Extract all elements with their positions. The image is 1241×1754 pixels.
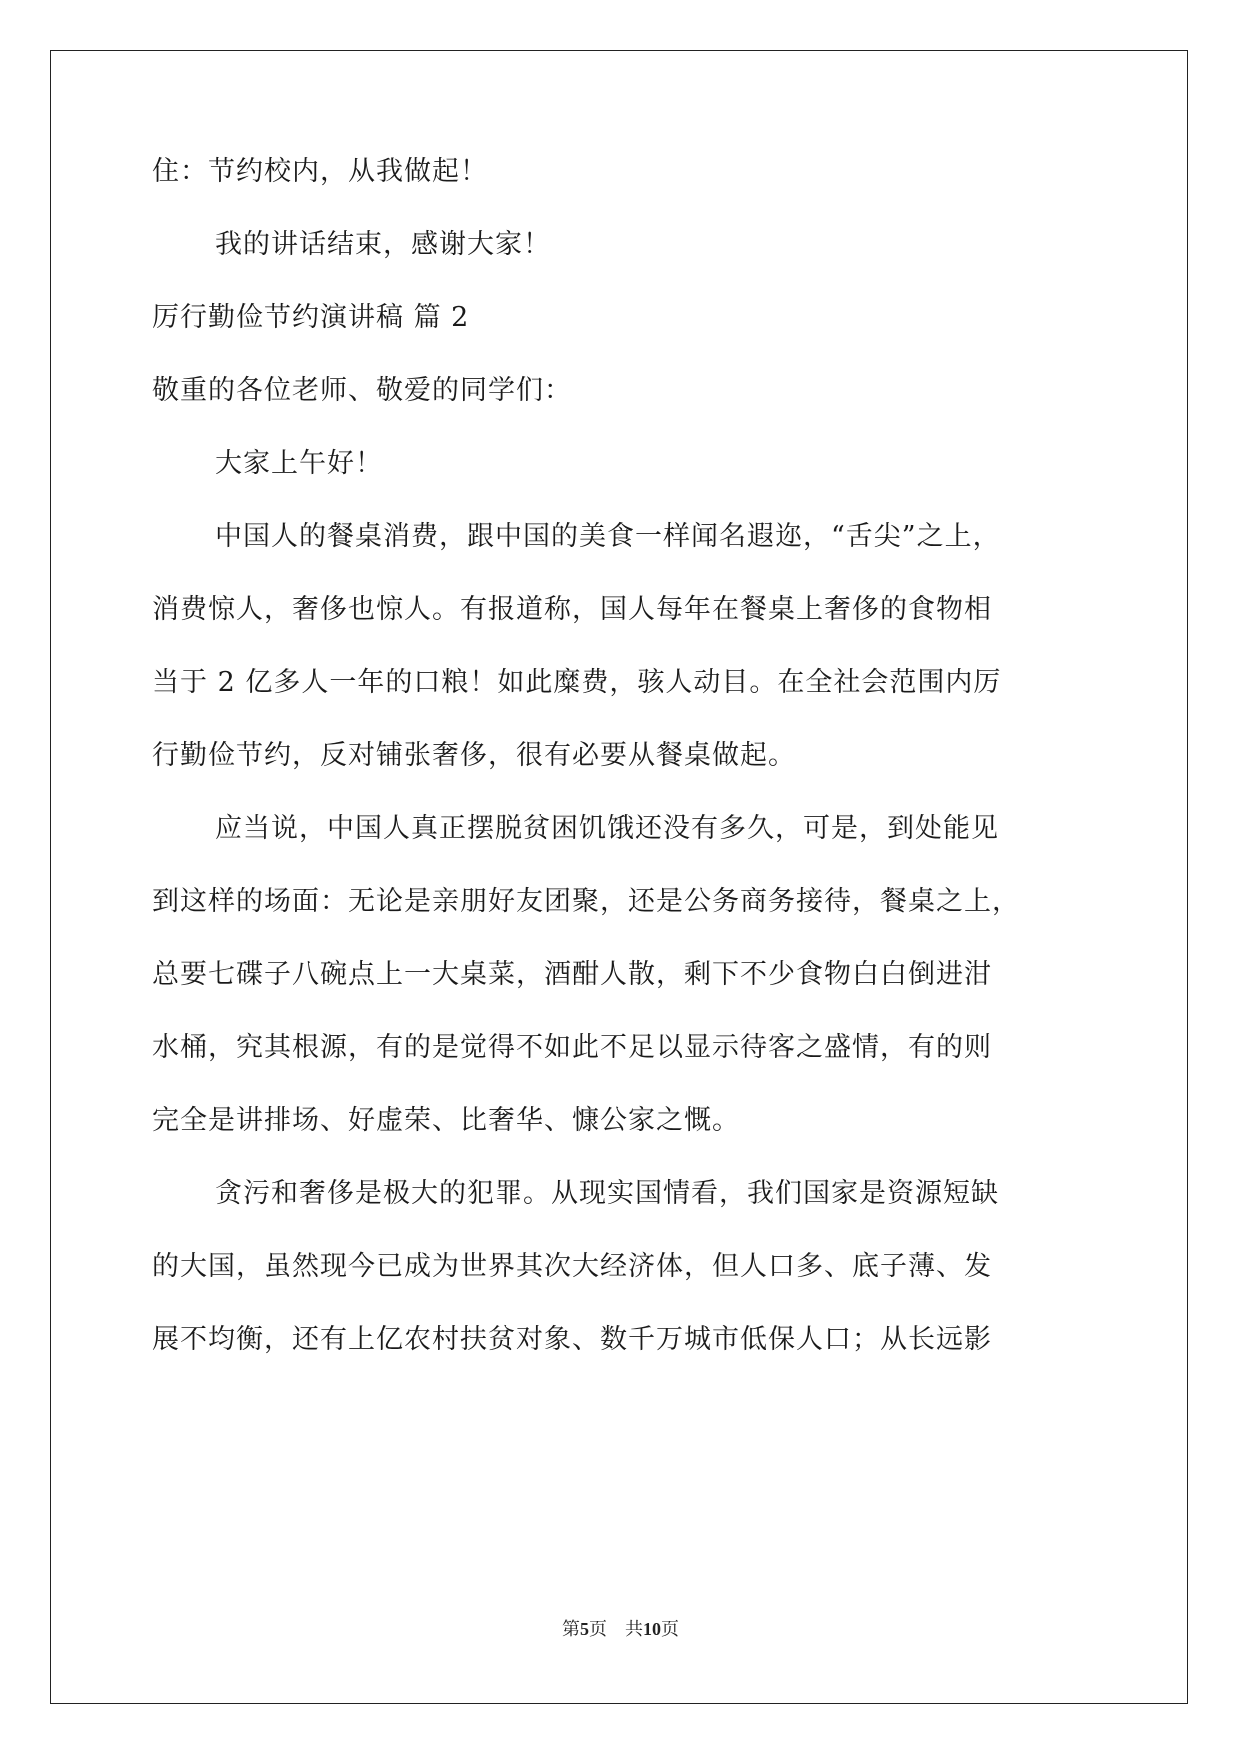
text-line: 水桶，究其根源，有的是觉得不如此不足以显示待客之盛情，有的则 xyxy=(152,1032,992,1063)
text-line: 应当说，中国人真正摆脱贫困饥饿还没有多久，可是，到处能见 xyxy=(215,813,999,844)
text-line: 的大国，虽然现今已成为世界其次大经济体，但人口多、底子薄、发 xyxy=(152,1251,992,1282)
text-line: 贪污和奢侈是极大的犯罪。从现实国情看，我们国家是资源短缺 xyxy=(215,1178,999,1209)
text-line: 到这样的场面：无论是亲朋好友团聚，还是公务商务接待，餐桌之上， xyxy=(152,886,1020,917)
footer-suffix: 页 xyxy=(661,1619,679,1640)
footer-prefix: 第 xyxy=(562,1619,580,1640)
page-footer xyxy=(0,1617,1241,1642)
section-heading: 厉行勤俭节约演讲稿 篇 2 xyxy=(152,302,470,333)
footer-middle: 页 共 xyxy=(589,1619,643,1640)
text-line: 总要七碟子八碗点上一大桌菜，酒酣人散，剩下不少食物白白倒进泔 xyxy=(152,959,992,990)
total-page-number: 10 xyxy=(643,1619,661,1639)
text-line: 住：节约校内，从我做起！ xyxy=(152,156,488,187)
salutation: 敬重的各位老师、敬爱的同学们： xyxy=(152,375,572,406)
text-line: 行勤俭节约，反对铺张奢侈，很有必要从餐桌做起。 xyxy=(152,740,796,771)
text-line: 当于 2 亿多人一年的口粮！如此糜费，骇人动目。在全社会范围内厉 xyxy=(152,667,1002,698)
text-line: 中国人的餐桌消费，跟中国的美食一样闻名遐迩，“舌尖”之上， xyxy=(215,521,1001,552)
text-line: 我的讲话结束，感谢大家！ xyxy=(215,229,551,260)
current-page-number: 5 xyxy=(580,1619,589,1639)
text-line: 展不均衡，还有上亿农村扶贫对象、数千万城市低保人口；从长远影 xyxy=(152,1324,992,1355)
greeting: 大家上午好！ xyxy=(215,448,383,479)
text-line: 完全是讲排场、好虚荣、比奢华、慷公家之慨。 xyxy=(152,1105,740,1136)
text-line: 消费惊人，奢侈也惊人。有报道称，国人每年在餐桌上奢侈的食物相 xyxy=(152,594,992,625)
